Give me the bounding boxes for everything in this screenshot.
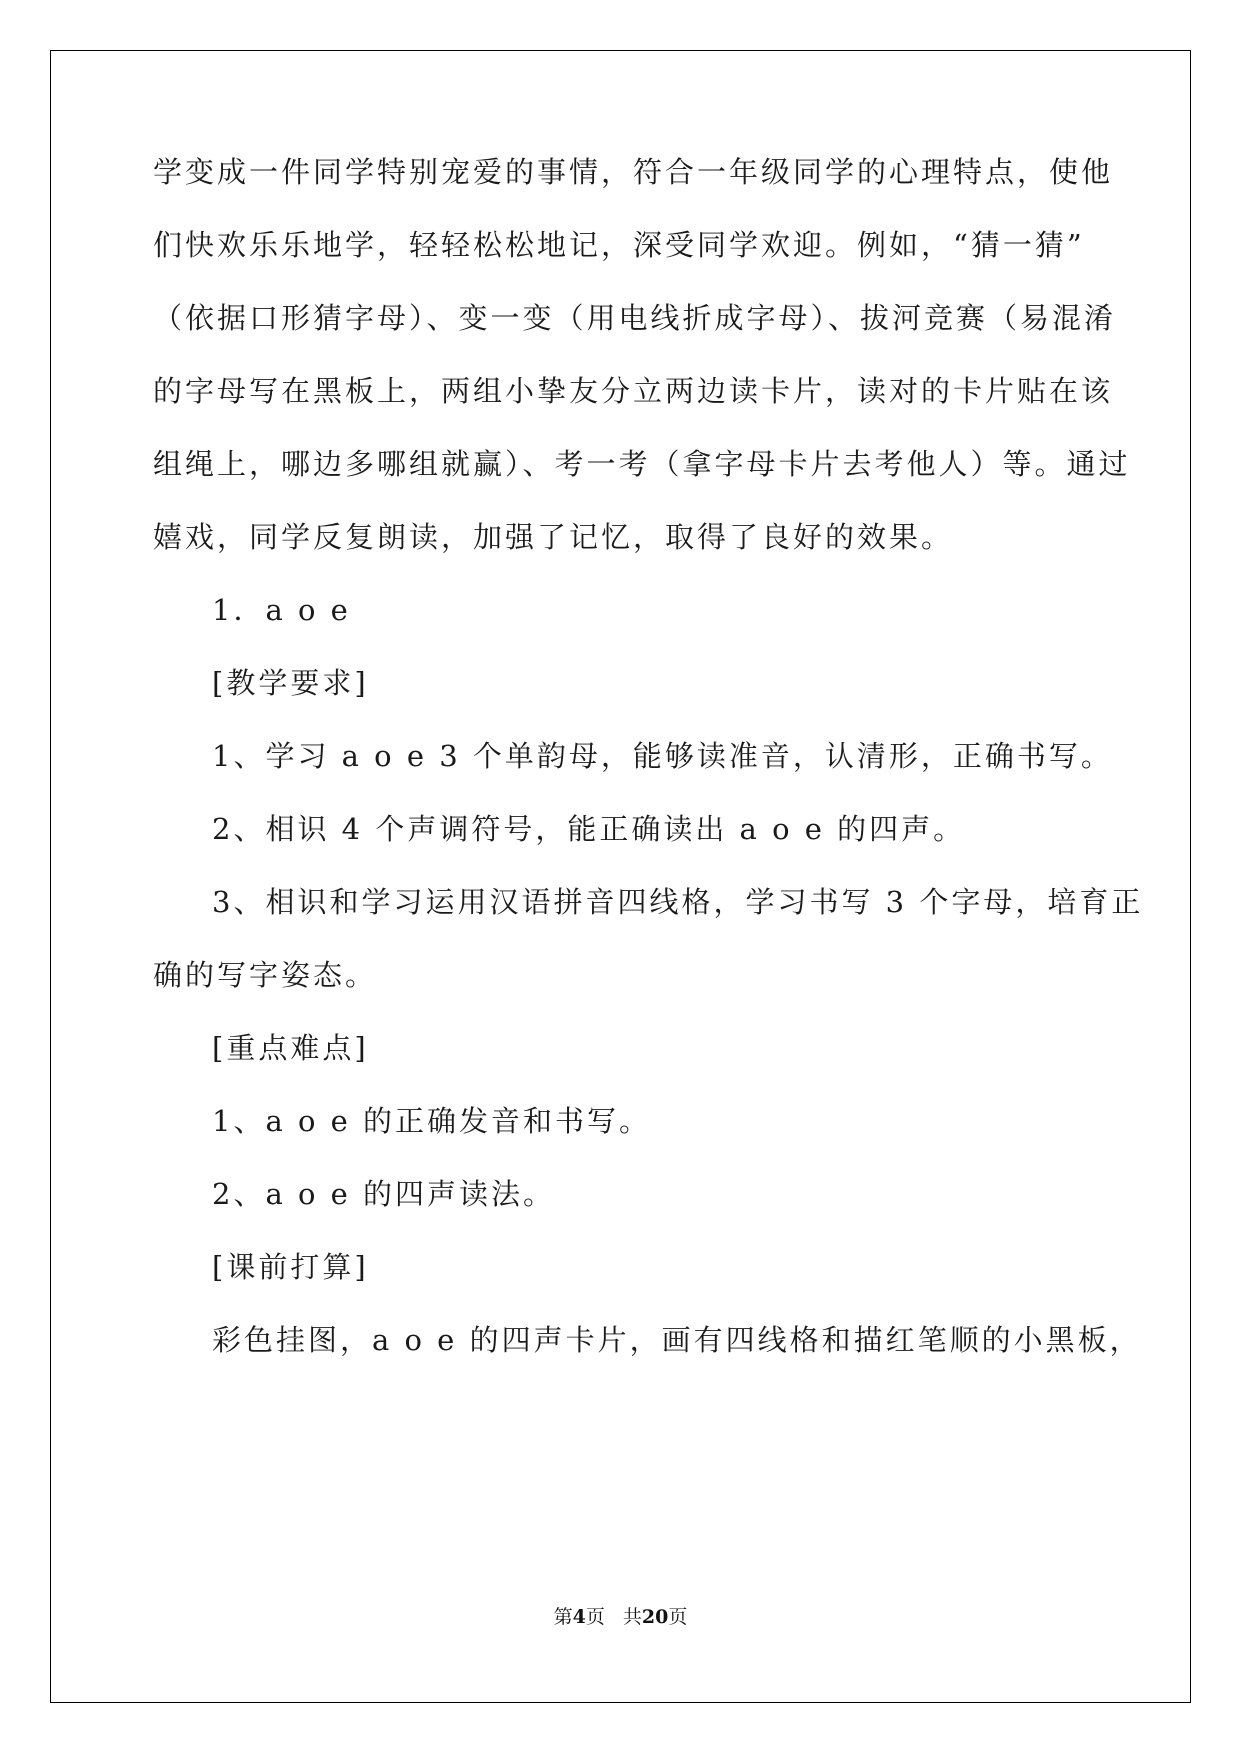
total-pages: 20 [641,1606,669,1628]
heading-preparation: [课前打算] [212,1250,369,1284]
requirement-3: 3、相识和学习运用汉语拼音四线格，学习书写 3 个字母，培育正 [212,885,1144,919]
body-line-6: 嬉戏，同学反复朗读，加强了记忆，取得了良好的效果。 [153,520,954,554]
preparation-text: 彩色挂图，a o e 的四声卡片，画有四线格和描红笔顺的小黑板， [212,1323,1142,1357]
body-line-3: （依据口形猜字母）、变一变（用电线折成字母）、拔河竞赛（易混淆 [153,301,1117,335]
requirement-1: 1、学习 a o e 3 个单韵母，能够读准音，认清形，正确书写。 [212,739,1113,773]
requirement-3-continued: 确的写字姿态。 [153,958,378,992]
requirement-2: 2、相识 4 个声调符号，能正确读出 a o e 的四声。 [212,812,966,846]
heading-key-points: [重点难点] [212,1031,369,1065]
body-line-2: 们快欢乐乐地学，轻轻松松地记，深受同学欢迎。例如，“猜一猜” [153,228,1085,262]
page-prefix: 第 [553,1606,573,1628]
total-prefix: 共 [622,1606,642,1628]
body-line-5: 组绳上，哪边多哪组就赢）、考一考（拿字母卡片去考他人）等。通过 [153,447,1131,481]
key-point-2: 2、a o e 的四声读法。 [212,1177,556,1211]
page-number: 4 [572,1606,586,1628]
page-footer [0,1604,1241,1630]
key-point-1: 1、a o e 的正确发音和书写。 [212,1104,652,1138]
body-line-1: 学变成一件同学特别宠爱的事情，符合一年级同学的心理特点，使他 [153,155,1114,189]
body-line-4: 的字母写在黑板上，两组小挚友分立两边读卡片，读对的卡片贴在该 [153,374,1114,408]
heading-teaching-requirements: [教学要求] [212,666,369,700]
page-suffix: 页 [585,1606,605,1628]
section-title: 1．a o e [212,593,351,627]
total-suffix: 页 [668,1606,688,1628]
